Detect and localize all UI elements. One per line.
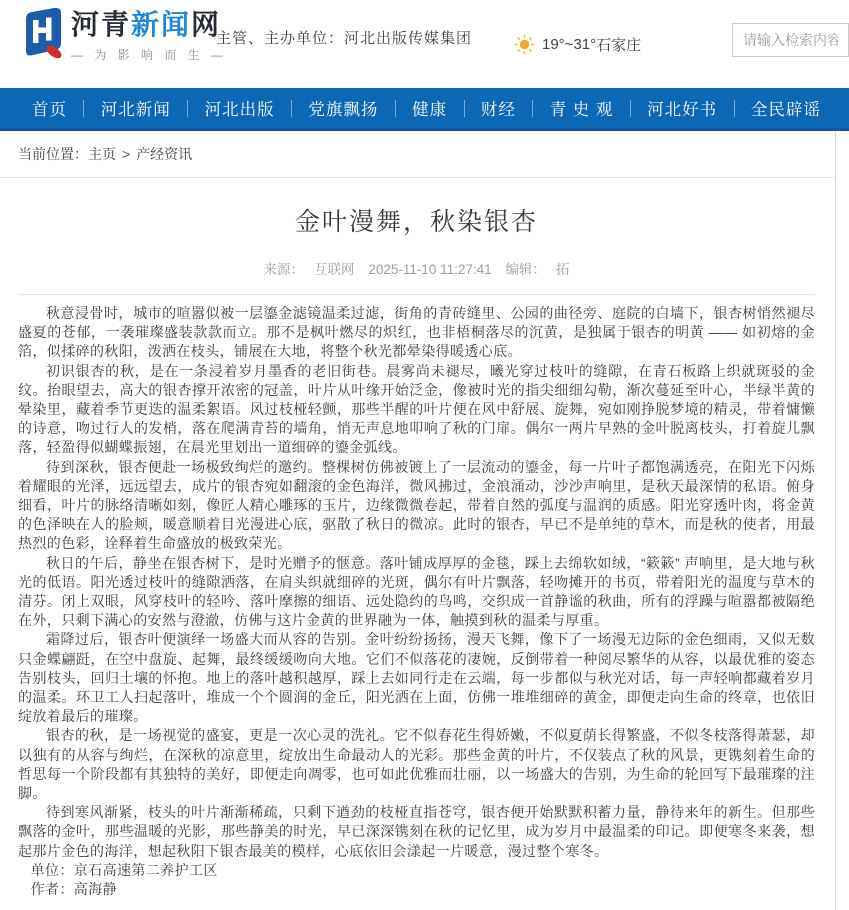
nav-item-hebei-books[interactable]: 河北好书 [647,101,718,119]
nav-item-hebei-publishing[interactable]: 河北出版 [204,101,275,119]
nav-item-finance[interactable]: 财经 [480,101,516,119]
sponsor-text: 主管、主办单位：河北出版传媒集团 [216,30,473,47]
article-paragraph: 待到深秋，银杏便赴一场极致绚烂的邀约。整棵树仿佛被镀上了一层流动的鎏金，每一片叶子都饱满透亮，在阳光下闪烁着耀眼的光泽，远远望去，成片的银杏宛如翻滚的金色海洋，微风拂过，金浪涌动，沙沙声响里，是秋天最深情的私语。俯身细看，叶片的脉络清晰如刻，像匠人精心雕琢的玉片，边缘微微卷起，带着自然的弧度与温润的质感。阳光穿透叶肉，将金黄的色泽映在人的脸颊，暖意顺着目光漫进心底，驱散了秋日的微凉。此时的银杏，早已不是单纯的草木，而是秋的使者，用最热烈的色彩，诠释着生命盛放的极致荣光。 [18,458,815,552]
weather-widget [514,34,641,55]
nav-separator [734,100,735,117]
logo-title-suffix: 网 [191,9,222,40]
sun-icon [514,34,535,55]
logo-title-prefix: 河青 [71,9,132,40]
nav-item-qing-history[interactable]: 青 史 观 [549,101,614,119]
breadcrumb-label: 当前位置： [18,146,88,162]
meta-editor-label: 编辑： [505,262,546,277]
meta-source-label: 来源： [263,262,305,277]
nav-separator [395,100,396,117]
site-header [0,0,849,88]
article-meta [18,258,815,278]
nav-separator [630,100,631,117]
article-paragraph: 初识银杏的秋，是在一条浸着岁月墨香的老旧街巷。晨雾尚未褪尽，曦光穿过枝叶的缝隙，在青石板路上织就斑驳的金纹。抬眼望去，高大的银杏撑开浓密的冠盖，叶片从叶缘开始泛金，像被时光的指尖细细勾勒，渐次蔓延至叶心，半绿半黄的晕染里，藏着季节更迭的温柔絮语。风过枝桠轻颤，那些半醒的叶片便在风中舒展、旋舞，宛如刚挣脱梦境的精灵，带着慵懒的诗意，吻过行人的发梢，落在爬满青苔的墙角，悄无声息地叩响了秋的门扉。偶尔一两片早熟的金叶脱离枝头，打着旋儿飘落，轻盈得似蝴蝶振翅，在晨光里划出一道细碎的鎏金弧线。 [18,362,815,456]
article-unit-line: 单位：京石高速第二养护工区 [30,861,218,878]
logo-text [71,5,227,63]
content-wrap [0,131,836,910]
main-nav [0,88,849,131]
logo-title-highlight: 新闻 [131,9,192,40]
article [0,202,835,899]
nav-separator [532,100,533,117]
nav-separator [187,100,188,117]
breadcrumb-current[interactable]: 产经资讯 [136,146,193,162]
meta-divider [18,294,815,295]
article-paragraph: 秋意浸骨时，城市的喧嚣似被一层鎏金滤镜温柔过滤，街角的青砖缝里、公园的曲径旁、庭院的白墙下，银杏树悄然褪尽盛夏的苍郁，一袭璀璨盛装款款而立。那不是枫叶燃尽的炽红，也非梧桐落尽的沉黄，是独属于银杏的明黄 —— 如初熔的金箔，似揉碎的秋阳，泼洒在枝头，铺展在大地，将整个秋光都晕染得暖透心底。 [18,305,815,360]
search-input[interactable] [732,23,849,57]
article-paragraph: 银杏的秋，是一场视觉的盛宴，更是一次心灵的洗礼。它不似春花生得娇嫩，不似夏荫长得繁盛，不似冬枝落得萧瑟，却以独有的从容与绚烂，在深秋的凉意里，绽放出生命最动人的光彩。那些金黄的叶片，不仅装点了秋的风景，更镌刻着生命的哲思每一个阶段都有其独特的美好，即便走向凋零，也可如此优雅而壮丽，以一场盛大的告别，为生命的轮回写下最璀璨的注脚。 [18,727,815,802]
search-box [732,23,849,57]
meta-source-value: 互联网 [314,262,355,277]
nav-separator [464,100,465,117]
weather-temp: 19°~31° [542,36,597,53]
logo-tagline: — 为 影 响 而 生 — [71,48,228,62]
nav-item-rumor-refutation[interactable]: 全民辟谣 [750,101,821,119]
article-paragraph: 秋日的午后，静坐在银杏树下，是时光赠予的惬意。落叶铺成厚厚的金毯，踩上去绵软如绒，“簌簌” 声响里，是大地与秋光的低语。阳光透过枝叶的缝隙洒落，在肩头织就细碎的光斑，偶尔有叶片飘落，轻吻摊开的书页，带着阳光的温度与草木的清芬。闭上双眼，风穿枝叶的轻吟、落叶摩擦的细语、远处隐约的鸟鸣，交织成一首静谧的秋曲，所有的浮躁与喧嚣都被隔绝在外，只剩下满心的安然与澄澈，仿佛与这片金黄的世界融为一体，触摸到秋的温柔与厚重。 [18,554,815,629]
nav-item-home[interactable]: 首页 [32,101,67,119]
meta-datetime: 2025-11-10 11:27:41 [368,262,492,277]
breadcrumb [0,131,835,178]
article-footer [18,861,815,899]
logo-title [71,8,227,42]
site-logo[interactable] [16,5,227,63]
nav-item-hebei-news[interactable]: 河北新闻 [100,101,171,119]
article-body [18,304,815,861]
breadcrumb-home-link[interactable]: 主页 [88,146,116,162]
nav-separator [83,100,84,117]
weather-city: 石家庄 [596,37,642,54]
breadcrumb-separator: > [122,146,131,162]
article-paragraph: 霜降过后，银杏叶便演绎一场盛大而从容的告别。金叶纷纷扬扬，漫天飞舞，像下了一场漫无边际的金色细雨，又似无数只金蝶翩跹，在空中盘旋、起舞，最终缓缓吻向大地。它们不似落花的凄婉，反倒带着一种阅尽繁华的从容，以最优雅的姿态告别枝头，回归土壤的怀抱。地上的落叶越积越厚，踩上去如同行走在云端，每一步都似与秋光对话，每一声轻响都藏着岁月的温柔。环卫工人扫起落叶，堆成一个个圆润的金丘，阳光洒在上面，仿佛一堆堆细碎的黄金，即便走向生命的终章，也依旧绽放着最后的璀璨。 [18,631,815,725]
article-title: 金叶漫舞，秋染银杏 [294,208,538,236]
meta-editor-value: 拓 [555,262,570,277]
article-author-line: 作者：高海静 [30,881,117,898]
nav-item-party-flag[interactable]: 党旗飘扬 [308,101,379,119]
article-paragraph: 待到寒风渐紧，枝头的叶片渐渐稀疏，只剩下遒劲的枝桠直指苍穹，银杏便开始默默积蓄力量，静待来年的新生。但那些飘落的金叶，那些温暖的光影，那些静美的时光，早已深深镌刻在秋的记忆里，成为岁月中最温柔的印记。即便寒冬来袭，想起那片金色的海洋，想起秋阳下银杏最美的模样，心底依旧会漾起一片暖意，漫过整个寒冬。 [18,804,815,859]
nav-item-health[interactable]: 健康 [412,101,448,119]
heqing-logo-icon [16,5,66,61]
nav-separator [291,100,292,117]
